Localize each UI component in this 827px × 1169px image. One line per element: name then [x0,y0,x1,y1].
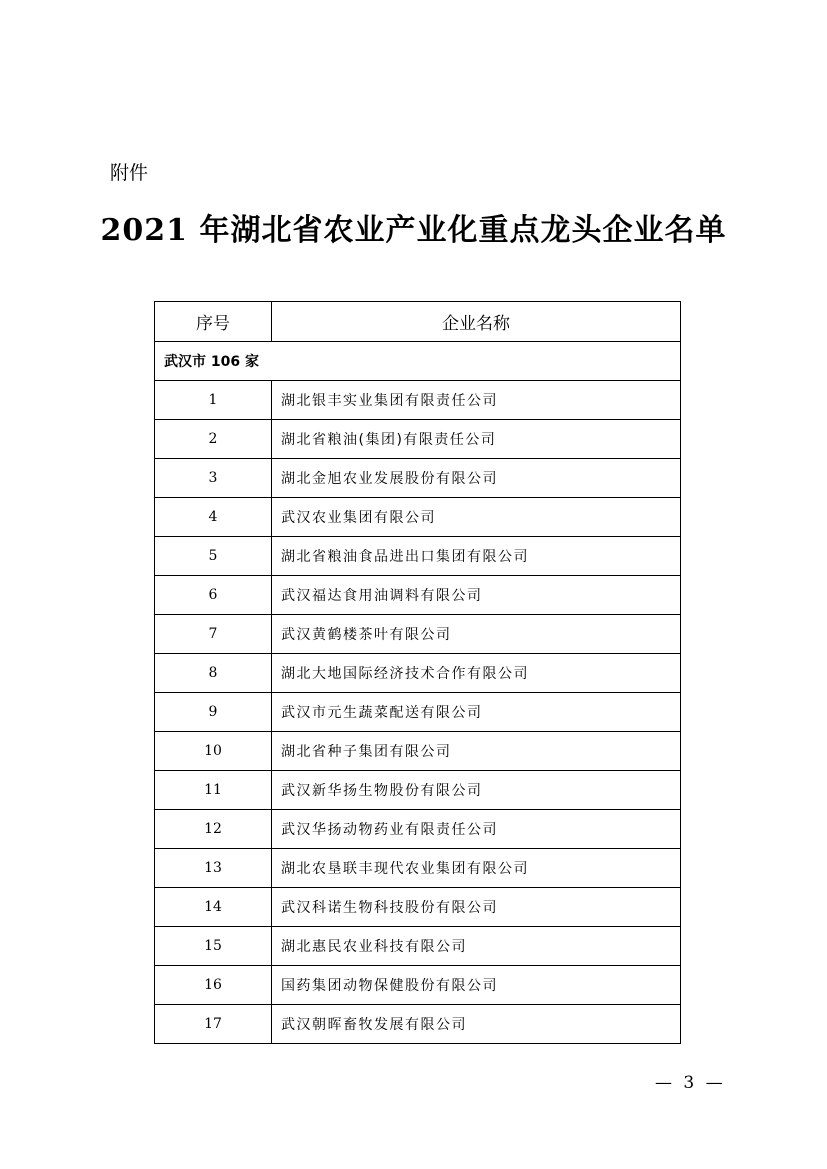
row-company-name: 湖北省种子集团有限公司 [272,732,681,771]
row-company-name: 武汉朝晖畜牧发展有限公司 [272,1005,681,1044]
row-number: 8 [155,654,272,693]
table-row [155,654,681,693]
row-company-name: 武汉新华扬生物股份有限公司 [272,771,681,810]
table-row [155,927,681,966]
table-row [155,576,681,615]
row-number: 5 [155,537,272,576]
attachment-label: 附件 [110,162,149,184]
table-row [155,771,681,810]
row-number: 9 [155,693,272,732]
row-company-name: 湖北农垦联丰现代农业集团有限公司 [272,849,681,888]
row-company-name: 湖北惠民农业科技有限公司 [272,927,681,966]
group-label: 武汉市 106 家 [155,342,681,381]
row-company-name: 国药集团动物保健股份有限公司 [272,966,681,1005]
row-company-name: 湖北大地国际经济技术合作有限公司 [272,654,681,693]
row-number: 13 [155,849,272,888]
row-company-name: 武汉黄鹤楼茶叶有限公司 [272,615,681,654]
group-row [155,342,681,381]
enterprise-table [154,301,681,1044]
row-number: 2 [155,420,272,459]
row-number: 12 [155,810,272,849]
table-header-row [155,302,681,342]
row-number: 16 [155,966,272,1005]
table-row [155,615,681,654]
row-number: 15 [155,927,272,966]
table-row [155,381,681,420]
row-number: 7 [155,615,272,654]
row-number: 1 [155,381,272,420]
table-row [155,459,681,498]
table-row [155,1005,681,1044]
row-number: 17 [155,1005,272,1044]
row-number: 10 [155,732,272,771]
row-number: 14 [155,888,272,927]
header-number: 序号 [155,302,272,342]
row-company-name: 武汉科诺生物科技股份有限公司 [272,888,681,927]
table-row [155,732,681,771]
row-company-name: 武汉农业集团有限公司 [272,498,681,537]
row-company-name: 武汉市元生蔬菜配送有限公司 [272,693,681,732]
row-company-name: 武汉华扬动物药业有限责任公司 [272,810,681,849]
row-company-name: 湖北银丰实业集团有限责任公司 [272,381,681,420]
table-row [155,420,681,459]
table-row [155,888,681,927]
page-number: — 3 — [655,1073,726,1093]
row-company-name: 武汉福达食用油调料有限公司 [272,576,681,615]
table-row [155,498,681,537]
table-row [155,849,681,888]
row-company-name: 湖北金旭农业发展股份有限公司 [272,459,681,498]
table-row [155,810,681,849]
row-number: 3 [155,459,272,498]
row-company-name: 湖北省粮油(集团)有限责任公司 [272,420,681,459]
table-row [155,693,681,732]
row-company-name: 湖北省粮油食品进出口集团有限公司 [272,537,681,576]
header-name: 企业名称 [272,302,681,342]
table-row [155,537,681,576]
table-row [155,966,681,1005]
document-title: 2021 年湖北省农业产业化重点龙头企业名单 [100,213,727,248]
row-number: 11 [155,771,272,810]
row-number: 4 [155,498,272,537]
row-number: 6 [155,576,272,615]
